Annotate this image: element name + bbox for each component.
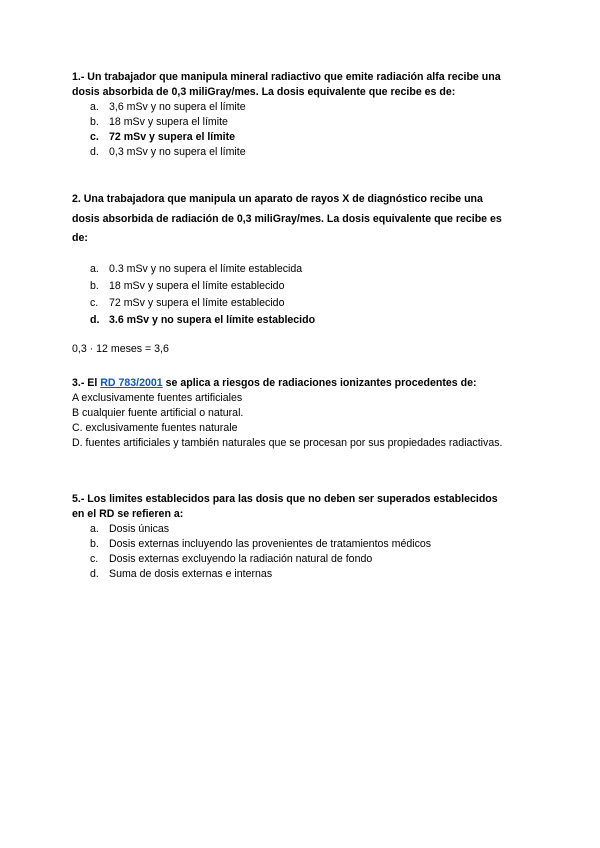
question-1 (72, 70, 532, 160)
option-marker: c. (90, 131, 99, 143)
question-1-option-a (72, 100, 532, 115)
option-text: Suma de dosis externas e internas (109, 568, 273, 580)
option-marker: d. (90, 314, 100, 327)
question-2-option-b (72, 278, 532, 295)
option-text: 3.6 mSv y no supera el límite establecido (109, 314, 316, 327)
option-marker: c. (90, 296, 99, 309)
question-2-option-a (72, 261, 532, 278)
option-marker: d. (90, 146, 99, 158)
question-1-title-line-1: 1.- Un trabajador que manipula mineral radiactivo que emite radiación alfa recibe una (72, 71, 501, 83)
option-marker: a. (90, 101, 99, 113)
option-text: 18 mSv y supera el límite (109, 116, 228, 128)
option-text: 3,6 mSv y no supera el límite (109, 101, 246, 113)
question-1-title-line-2: dosis absorbida de 0,3 miliGray/mes. La dosis equivalente que recibe es de: (72, 86, 456, 98)
option-marker: a. (90, 262, 99, 275)
question-2-title-line-2: dosis absorbida de radiación de 0,3 miliGray/mes. La dosis equivalente que recibe es (72, 212, 502, 225)
option-text: 18 mSv y supera el límite establecido (109, 279, 285, 292)
question-5 (72, 492, 532, 582)
question-2-title-line-1: 2. Una trabajadora que manipula un aparato de rayos X de diagnóstico recibe una (72, 193, 483, 205)
question-5-option-c (72, 552, 532, 567)
question-3-option-d: D. fuentes artificiales y también naturales que se procesan por sus propiedades radiactivas. (72, 437, 503, 449)
option-text: 0.3 mSv y no supera el límite establecida (109, 262, 303, 275)
question-2-options (72, 261, 532, 330)
question-2 (72, 190, 532, 357)
question-1-option-c (72, 130, 532, 145)
question-1-option-d (72, 145, 532, 160)
question-1-option-b (72, 115, 532, 130)
option-text: Dosis únicas (109, 523, 170, 535)
option-marker: b. (90, 279, 99, 292)
question-2-option-d (72, 312, 532, 329)
question-3-title (72, 376, 552, 391)
question-2-option-c (72, 295, 532, 312)
question-3-option-c: C. exclusivamente fuentes naturale (72, 422, 238, 434)
option-text: 72 mSv y supera el límite establecido (109, 296, 285, 309)
question-5-option-b (72, 537, 532, 552)
question-5-option-a (72, 522, 532, 537)
question-5-option-d (72, 567, 532, 582)
question-5-options (72, 522, 532, 582)
option-marker: d. (90, 568, 99, 580)
option-text: 72 mSv y supera el límite (109, 131, 236, 143)
option-text: Dosis externas excluyendo la radiación natural de fondo (109, 553, 373, 565)
rd-783-2001-link[interactable]: RD 783/2001 (100, 377, 163, 389)
question-3-title-suffix: se aplica a riesgos de radiaciones ionizantes procedentes de: (162, 377, 477, 389)
question-3 (72, 376, 552, 451)
question-1-options (72, 100, 532, 160)
option-marker: c. (90, 553, 99, 565)
question-5-title-line-1: 5.- Los limites establecidos para las dosis que no deben ser superados establecidos (72, 493, 498, 505)
question-5-title (72, 492, 532, 522)
question-2-calculation: 0,3 · 12 meses = 3,6 (72, 343, 169, 356)
question-1-title (72, 70, 532, 100)
question-3-option-b: B cualquier fuente artificial o natural. (72, 407, 244, 419)
question-5-title-line-2: en el RD se refieren a: (72, 508, 184, 520)
option-marker: b. (90, 538, 99, 550)
question-2-title (72, 190, 532, 249)
question-3-title-prefix: 3.- El (72, 377, 101, 389)
question-3-option-a: A exclusivamente fuentes artificiales (72, 392, 243, 404)
option-marker: a. (90, 523, 99, 535)
option-marker: b. (90, 116, 99, 128)
option-text: 0,3 mSv y no supera el límite (109, 146, 246, 158)
question-2-title-line-3: de: (72, 232, 88, 244)
option-text: Dosis externas incluyendo las provenientes de tratamientos médicos (109, 538, 432, 550)
